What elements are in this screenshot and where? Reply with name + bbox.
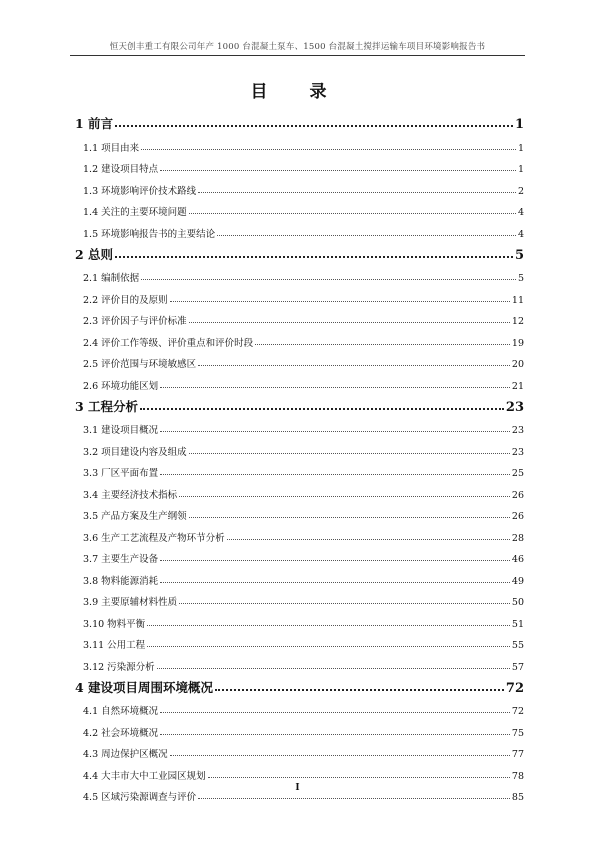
toc-section-entry[interactable]: [75, 288, 524, 306]
toc-section-label: 1.4 关注的主要环境问题: [83, 207, 187, 218]
dot-leader: [198, 365, 510, 366]
dot-leader: [179, 603, 510, 604]
toc-section-entry[interactable]: [75, 699, 524, 717]
dot-leader: [160, 560, 510, 561]
toc-section-page: 28: [511, 532, 524, 544]
dot-leader: [160, 582, 510, 583]
toc-section-page: 49: [511, 575, 524, 587]
dot-leader: [170, 755, 510, 756]
dot-leader: [157, 668, 510, 669]
toc-section-entry[interactable]: [75, 655, 524, 673]
toc-section-page: 1: [517, 164, 524, 175]
toc-section-label: 2.5 评价范围与环境敏感区: [83, 359, 197, 370]
dot-leader: [140, 408, 504, 410]
toc-section-page: 55: [511, 640, 524, 651]
dot-leader: [198, 798, 510, 799]
toc-section-page: 25: [511, 468, 524, 479]
toc-chapter-page: 72: [505, 680, 524, 696]
dot-leader: [160, 474, 510, 475]
toc-section-label: 3.12 污染源分析: [83, 661, 155, 673]
header-rule: [70, 55, 525, 56]
toc-section-entry[interactable]: [75, 504, 524, 522]
dot-leader: [147, 625, 510, 626]
toc-section-entry[interactable]: [75, 157, 524, 175]
toc-section-entry[interactable]: [75, 612, 524, 630]
toc-section-label: 3.7 主要生产设备: [83, 554, 159, 565]
dot-leader: [255, 344, 510, 345]
toc-chapter-label: 4 建设项目周围环境概况: [75, 679, 214, 695]
toc-section-page: 5: [517, 273, 524, 284]
toc-chapter-entry[interactable]: [75, 395, 524, 415]
toc-section-label: 1.2 建设项目特点: [83, 164, 159, 175]
toc-chapter-label: 1 前言: [75, 116, 114, 131]
toc-section-label: 1.3 环境影响评价技术路线: [83, 185, 197, 197]
dot-leader: [160, 387, 510, 388]
dot-leader: [215, 689, 504, 691]
dot-leader: [115, 125, 513, 127]
toc-chapter-label: 2 总则: [75, 246, 114, 262]
dot-leader: [115, 256, 513, 258]
toc-section-page: 46: [511, 554, 524, 565]
toc-section-entry[interactable]: [75, 742, 524, 760]
toc-chapter-label: 3 工程分析: [75, 398, 139, 414]
toc-section-label: 4.1 自然环境概况: [83, 706, 159, 717]
toc-section-label: 4.5 区域污染源调查与评价: [83, 792, 197, 803]
dot-leader: [147, 646, 510, 647]
dot-leader: [160, 431, 510, 432]
toc-section-entry[interactable]: [75, 222, 524, 240]
toc-section-label: 1.1 项目由来: [83, 142, 140, 154]
toc-chapter-entry[interactable]: [75, 112, 524, 132]
toc-section-page: 4: [517, 228, 524, 240]
toc-section-label: 2.3 评价因子与评价标准: [83, 316, 187, 327]
toc-section-entry[interactable]: [75, 309, 524, 327]
toc-section-page: 21: [511, 380, 524, 392]
toc-section-page: 57: [511, 661, 524, 673]
dot-leader: [141, 149, 516, 150]
dot-leader: [141, 279, 516, 280]
toc-section-entry[interactable]: [75, 179, 524, 197]
toc-section-label: 3.3 厂区平面布置: [83, 468, 159, 479]
toc-section-entry[interactable]: [75, 633, 524, 651]
dot-leader: [189, 322, 510, 323]
toc-section-entry[interactable]: [75, 547, 524, 565]
toc-section-entry[interactable]: [75, 569, 524, 587]
toc-section-page: 26: [511, 511, 524, 522]
toc-section-entry[interactable]: [75, 526, 524, 544]
toc-section-entry[interactable]: [75, 440, 524, 458]
toc-section-page: 23: [511, 425, 524, 436]
toc-section-entry[interactable]: [75, 418, 524, 436]
toc-section-page: 75: [511, 727, 524, 739]
toc-section-label: 3.10 物料平衡: [83, 618, 146, 630]
toc-section-page: 85: [511, 792, 524, 803]
table-of-contents: [75, 109, 524, 803]
dot-leader: [160, 712, 510, 713]
toc-section-label: 4.3 周边保护区概况: [83, 749, 168, 760]
dot-leader: [189, 453, 510, 454]
toc-section-page: 1: [517, 142, 524, 154]
toc-section-label: 2.4 评价工作等级、评价重点和评价时段: [83, 337, 254, 349]
dot-leader: [189, 213, 516, 214]
toc-section-label: 3.9 主要原辅材料性质: [83, 597, 178, 608]
toc-section-page: 23: [511, 446, 524, 458]
toc-section-page: 26: [511, 489, 524, 501]
toc-section-label: 3.1 建设项目概况: [83, 425, 159, 436]
toc-title: 目 录: [250, 82, 345, 102]
toc-section-entry[interactable]: [75, 200, 524, 218]
toc-chapter-entry[interactable]: [75, 676, 524, 696]
toc-section-label: 2.2 评价目的及原则: [83, 294, 168, 306]
dot-leader: [160, 734, 510, 735]
dot-leader: [170, 301, 510, 302]
toc-section-label: 2.1 编制依据: [83, 273, 140, 284]
toc-section-entry[interactable]: [75, 721, 524, 739]
toc-section-entry[interactable]: [75, 352, 524, 370]
toc-section-page: 72: [511, 706, 524, 717]
dot-leader: [160, 170, 516, 171]
running-header: 恒天创丰重工有限公司年产 1000 台混凝土泵车、1500 台混凝土搅拌运输车项目环境影响报告书: [109, 42, 486, 52]
toc-section-label: 1.5 环境影响报告书的主要结论: [83, 228, 216, 240]
toc-section-label: 3.4 主要经济技术指标: [83, 489, 178, 501]
toc-section-entry[interactable]: [75, 590, 524, 608]
toc-chapter-page: 5: [514, 247, 524, 263]
dot-leader: [227, 539, 510, 540]
page-number: I: [295, 783, 300, 793]
toc-section-page: 51: [511, 618, 524, 630]
toc-section-label: 2.6 环境功能区划: [83, 380, 159, 392]
toc-section-label: 4.2 社会环境概况: [83, 727, 159, 739]
toc-section-page: 12: [511, 316, 524, 327]
toc-chapter-entry[interactable]: [75, 243, 524, 263]
toc-section-label: 4.4 大丰市大中工业园区规划: [83, 770, 206, 782]
toc-section-label: 3.2 项目建设内容及组成: [83, 446, 187, 458]
toc-section-entry[interactable]: [75, 483, 524, 501]
toc-chapter-page: 1: [514, 117, 524, 132]
dot-leader: [189, 517, 510, 518]
dot-leader: [179, 496, 510, 497]
toc-section-page: 77: [511, 749, 524, 760]
toc-chapter-page: 23: [505, 399, 524, 415]
dot-leader: [208, 777, 510, 778]
toc-section-page: 20: [511, 359, 524, 370]
dot-leader: [217, 235, 516, 236]
toc-section-page: 4: [517, 207, 524, 218]
toc-section-entry[interactable]: [75, 374, 524, 392]
toc-section-page: 2: [517, 185, 524, 197]
toc-section-label: 3.6 生产工艺流程及产物环节分析: [83, 532, 225, 544]
toc-section-entry[interactable]: [75, 266, 524, 284]
toc-section-page: 50: [511, 597, 524, 608]
toc-section-entry[interactable]: [75, 331, 524, 349]
toc-section-entry[interactable]: [75, 136, 524, 154]
toc-section-label: 3.5 产品方案及生产纲领: [83, 511, 187, 522]
toc-section-entry[interactable]: [75, 764, 524, 782]
toc-section-entry[interactable]: [75, 461, 524, 479]
toc-section-page: 19: [511, 337, 524, 349]
toc-section-label: 3.11 公用工程: [83, 640, 146, 651]
toc-section-page: 11: [511, 294, 524, 306]
dot-leader: [198, 192, 516, 193]
toc-section-label: 3.8 物料能源消耗: [83, 575, 159, 587]
toc-section-page: 78: [511, 770, 524, 782]
